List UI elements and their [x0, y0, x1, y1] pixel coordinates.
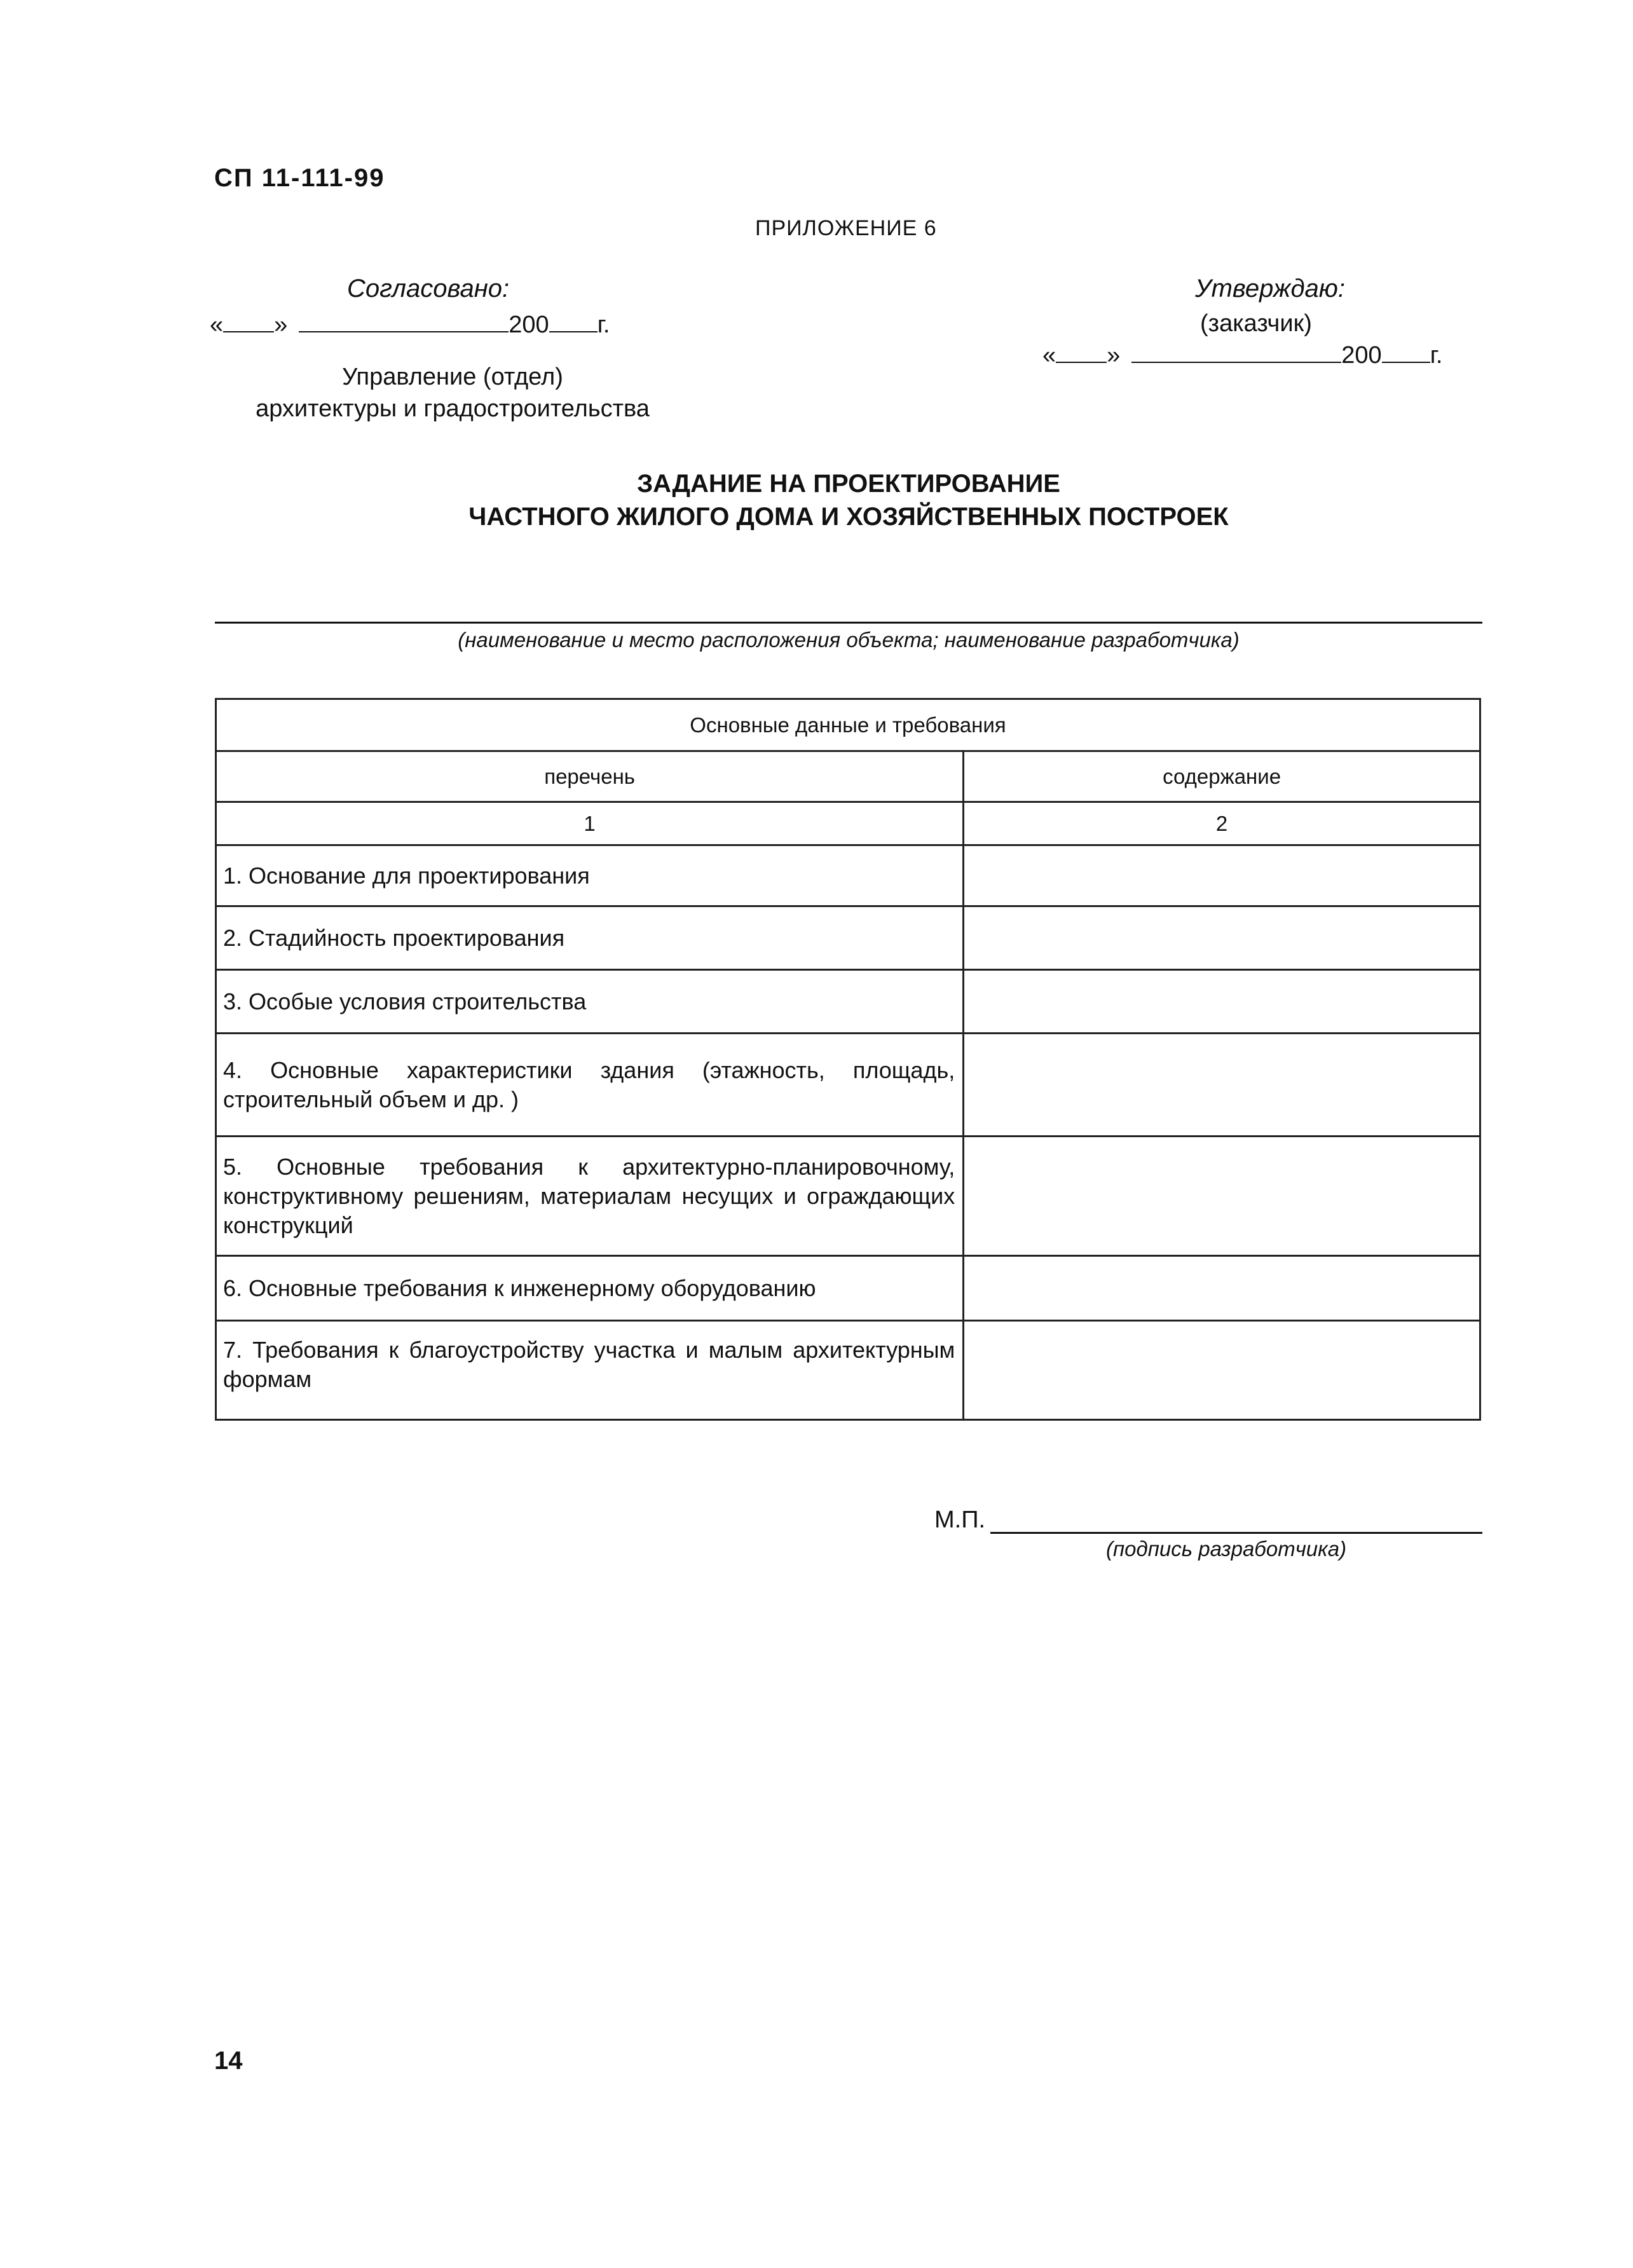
- approve-date-line: [1042, 342, 1442, 369]
- agreed-label: Согласовано:: [347, 275, 510, 303]
- table-row: [216, 845, 1480, 906]
- column-header-list: перечень: [216, 751, 964, 802]
- column-number-2: 2: [964, 802, 1480, 845]
- document-code: СП 11-111-99: [214, 164, 385, 192]
- day-blank: [223, 312, 274, 332]
- requirements-table: [215, 698, 1481, 1421]
- year-prefix: 200: [1341, 342, 1382, 369]
- year-prefix: 200: [509, 311, 549, 338]
- row-label: 7. Требования к благоустройству участка и малым архитектурным формам: [216, 1321, 964, 1420]
- row-label: 1. Основание для проектирования: [216, 845, 964, 906]
- quote-close: »: [274, 311, 288, 338]
- column-header-content: содержание: [964, 751, 1480, 802]
- row-content-cell[interactable]: [964, 1256, 1480, 1321]
- year-suffix: г.: [597, 311, 610, 338]
- page-number: 14: [214, 2047, 243, 2075]
- seal-label: М.П.: [934, 1506, 986, 1533]
- table-row: [216, 1137, 1480, 1256]
- row-label: 3. Особые условия строительства: [216, 970, 964, 1034]
- row-content-cell[interactable]: [964, 1137, 1480, 1256]
- customer-label: (заказчик): [1200, 310, 1312, 337]
- row-content-cell[interactable]: [964, 845, 1480, 906]
- table-row: [216, 1321, 1480, 1420]
- table-row: [216, 970, 1480, 1034]
- department-line-1: Управление (отдел): [342, 364, 563, 390]
- year-blank: [1382, 343, 1430, 363]
- quote-open: «: [210, 311, 224, 338]
- month-blank: [1131, 343, 1341, 363]
- signature-caption: (подпись разработчика): [1106, 1537, 1347, 1561]
- title-line-2: ЧАСТНОГО ЖИЛОГО ДОМА И ХОЗЯЙСТВЕННЫХ ПОСТРОЕК: [468, 503, 1229, 531]
- row-content-cell[interactable]: [964, 1034, 1480, 1137]
- department-block: [236, 361, 669, 425]
- signature-line: [990, 1532, 1482, 1534]
- table-row: [216, 906, 1480, 970]
- table-header-row: [216, 751, 1480, 802]
- row-label: 5. Основные требования к архитектурно-планировочному, конструктивному решениям, материалам несущих и ограждающих конструкций: [216, 1137, 964, 1256]
- row-content-cell[interactable]: [964, 906, 1480, 970]
- row-content-cell[interactable]: [964, 1321, 1480, 1420]
- row-content-cell[interactable]: [964, 970, 1480, 1034]
- table-caption: Основные данные и требования: [216, 699, 1480, 751]
- day-blank: [1056, 343, 1107, 363]
- quote-open: «: [1042, 342, 1056, 369]
- year-blank: [549, 312, 598, 332]
- column-number-1: 1: [216, 802, 964, 845]
- month-blank: [299, 312, 509, 332]
- table-row: [216, 1256, 1480, 1321]
- approve-label: Утверждаю:: [1195, 275, 1345, 303]
- row-label: 4. Основные характеристики здания (этажность, площадь, строительный объем и др. ): [216, 1034, 964, 1137]
- object-name-line: [215, 622, 1482, 624]
- column-number-row: [216, 802, 1480, 845]
- table-caption-row: [216, 699, 1480, 751]
- table-row: [216, 1034, 1480, 1137]
- department-line-2: архитектуры и градостроительства: [256, 395, 650, 422]
- year-suffix: г.: [1430, 342, 1443, 369]
- document-title: [381, 467, 1316, 533]
- row-label: 6. Основные требования к инженерному оборудованию: [216, 1256, 964, 1321]
- quote-close: »: [1107, 342, 1121, 369]
- title-line-1: ЗАДАНИЕ НА ПРОЕКТИРОВАНИЕ: [637, 470, 1060, 498]
- row-label: 2. Стадийность проектирования: [216, 906, 964, 970]
- appendix-label: ПРИЛОЖЕНИЕ 6: [755, 216, 937, 240]
- object-name-caption: (наименование и место расположения объекта; наименование разработчика): [458, 628, 1240, 652]
- agreed-date-line: [210, 311, 610, 339]
